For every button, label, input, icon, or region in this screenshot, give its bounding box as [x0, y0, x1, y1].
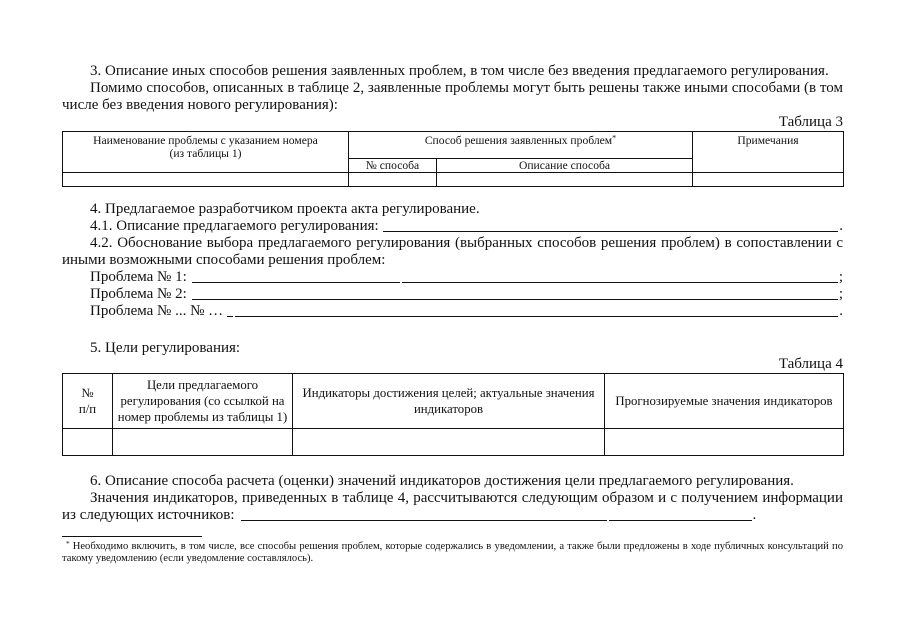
- problem-label: Проблема № 2:: [90, 286, 187, 302]
- table-cell: [605, 429, 844, 456]
- table-cell: [293, 429, 605, 456]
- footnote-mark: *: [66, 538, 70, 548]
- section-3-paragraph-line: Помимо способов, описанных в таблице 2, заявленные проблемы могут быть решены также иными способами (в том: [90, 80, 843, 96]
- section-4: [62, 201, 843, 320]
- fill-in-line: [241, 507, 607, 521]
- table-4-header-indicators: Индикаторы достижения целей; актуальные значения индикаторов: [293, 374, 605, 429]
- item-4-2-line: иными возможными способами решения проблем:: [62, 252, 386, 268]
- problem-end: ;: [838, 269, 843, 285]
- section-6-paragraph-line: Значения индикаторов, приведенных в таблице 4, рассчитываются следующим образом и с получением информации: [90, 490, 843, 506]
- problem-end: ;: [838, 286, 843, 302]
- item-4-1-end: .: [839, 218, 843, 234]
- problem-line: [62, 303, 843, 320]
- footnote: [62, 538, 843, 565]
- item-4-1: [62, 218, 843, 235]
- section-3-heading: 3. Описание иных способов решения заявленных проблем, в том числе без введения предлагаемого регулирования.: [90, 63, 829, 79]
- problem-line: [62, 269, 843, 286]
- table-3-header-row: [63, 132, 844, 159]
- section-6-heading: 6. Описание способа расчета (оценки) значений индикаторов достижения цели предлагаемого регулирования.: [90, 473, 794, 489]
- table-4-header-forecast: Прогнозируемые значения индикаторов: [605, 374, 844, 429]
- table-3-caption: Таблица 3: [778, 114, 843, 130]
- table-cell: [63, 429, 113, 456]
- fill-in-line: [192, 286, 838, 300]
- table-4: [62, 373, 844, 456]
- table-3-header-notes: Примечания: [693, 132, 844, 173]
- table-row: [63, 429, 844, 456]
- table-3-header-method-label: Способ решения заявленных проблем: [424, 134, 613, 147]
- table-4-caption: Таблица 4: [778, 356, 843, 372]
- footnote-separator: [62, 536, 202, 537]
- footnote-text: Необходимо включить, в том числе, все способы решения проблем, которые содержались в уведомлении, а также были предложены в ходе публичных консультаций по: [72, 541, 843, 552]
- item-4-1-label: 4.1. Описание предлагаемого регулирования:: [90, 218, 379, 234]
- table-3: [62, 131, 844, 187]
- table-3-header-method-description: Описание способа: [437, 159, 693, 173]
- fill-in-line: [235, 303, 838, 317]
- fill-in-line: [192, 269, 400, 283]
- table-4-header-goals: Цели предлагаемого регулирования (со ссылкой на номер проблемы из таблицы 1): [113, 374, 293, 429]
- footnote-mark: *: [612, 133, 617, 143]
- table-cell: [113, 429, 293, 456]
- sources-line: [62, 507, 843, 524]
- table-4-header-number: № п/п: [63, 374, 113, 429]
- table-row: [63, 173, 844, 187]
- table-cell: [693, 173, 844, 187]
- table-cell: [437, 173, 693, 187]
- table-3-header-method: [349, 132, 693, 159]
- fill-in-line: [383, 218, 839, 232]
- section-6: [62, 473, 843, 524]
- footnote-line: [62, 538, 843, 553]
- section-4-heading: 4. Предлагаемое разработчиком проекта акта регулирование.: [90, 201, 480, 217]
- section-3-paragraph-line: числе без введения нового регулирования):: [62, 97, 338, 113]
- problem-label: Проблема № ... № …: [90, 303, 224, 319]
- fill-in-line: [402, 269, 838, 283]
- section-5-heading: 5. Цели регулирования:: [90, 340, 241, 356]
- sources-label: из следующих источников:: [62, 507, 235, 523]
- table-3-header-problem: Наименование проблемы с указанием номера (из таблицы 1): [63, 132, 349, 173]
- problem-label: Проблема № 1:: [90, 269, 187, 285]
- fill-in-line: [609, 507, 752, 521]
- footnote-line: такому уведомлению (если уведомление составлялось).: [62, 553, 314, 564]
- problem-line: [62, 286, 843, 303]
- problem-end: .: [839, 303, 843, 319]
- section-5: [62, 340, 843, 357]
- item-4-2-line: 4.2. Обоснование выбора предлагаемого регулирования (выбранных способов решения проблем) в сопоставлении с: [90, 235, 843, 251]
- sources-end: .: [752, 507, 757, 523]
- table-3-header-method-number: № способа: [349, 159, 437, 173]
- fill-in-line: [227, 303, 233, 317]
- table-cell: [63, 173, 349, 187]
- table-4-header-row: [63, 374, 844, 429]
- section-3: [62, 63, 843, 114]
- table-cell: [349, 173, 437, 187]
